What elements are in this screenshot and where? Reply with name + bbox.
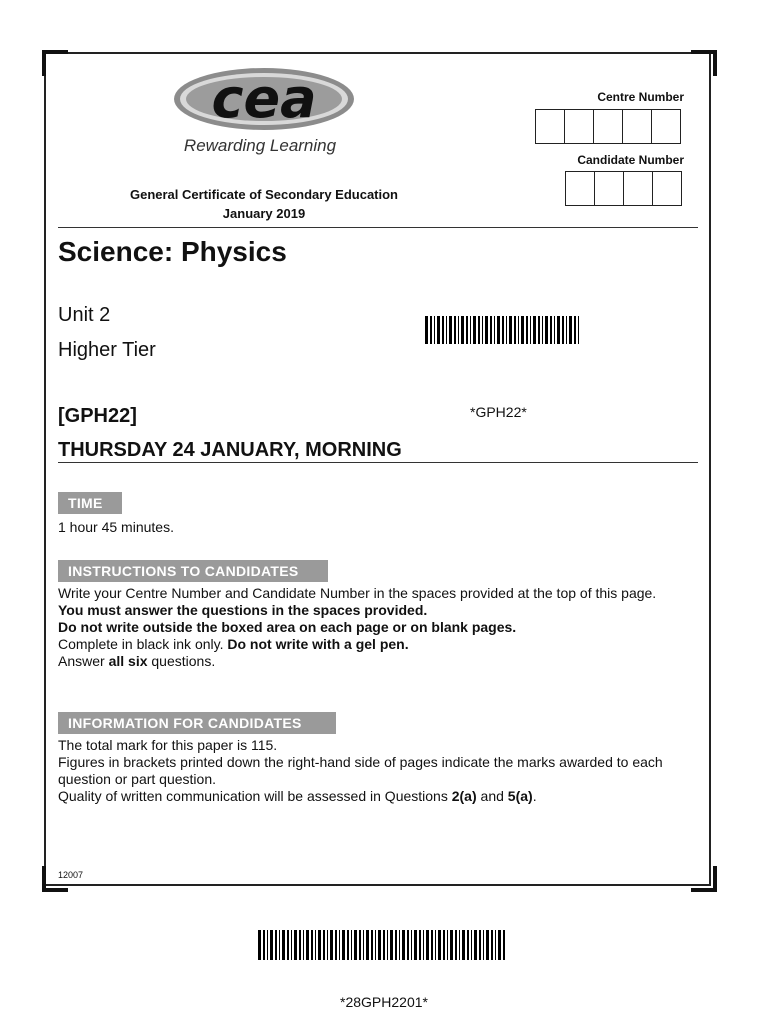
barcode-bar	[483, 930, 484, 960]
divider	[58, 462, 698, 463]
barcode-bar	[578, 316, 579, 344]
time-heading: TIME	[58, 492, 122, 514]
candidate-number-label: Candidate Number	[577, 153, 684, 167]
corner-mark-top-left	[42, 50, 68, 76]
barcode-bar	[411, 930, 412, 960]
qualification-session: January 2019	[222, 206, 306, 221]
barcode-bar	[402, 930, 405, 960]
barcode-bar	[497, 316, 500, 344]
paper-barcode	[425, 316, 583, 344]
barcode-bar	[474, 930, 477, 960]
barcode-bar	[479, 930, 481, 960]
barcode-bar	[395, 930, 397, 960]
barcode-bar	[425, 316, 428, 344]
barcode-bar	[363, 930, 364, 960]
barcode-bar	[291, 930, 292, 960]
barcode-bar	[414, 930, 417, 960]
barcode-bar	[303, 930, 304, 960]
instruction-line: Write your Centre Number and Candidate Number in the spaces provided at the top of this page.	[58, 585, 657, 601]
paper-barcode-text: *GPH22*	[470, 404, 527, 420]
barcode-bar	[347, 930, 349, 960]
barcode-bar	[538, 316, 540, 344]
instruction-line: Do not write outside the boxed area on each page or on blank pages.	[58, 619, 517, 635]
time-text: 1 hour 45 minutes.	[58, 519, 174, 535]
svg-text:cea: cea	[211, 67, 317, 130]
barcode-bar	[470, 316, 471, 344]
barcode-bar	[423, 930, 424, 960]
barcode-bar	[371, 930, 373, 960]
barcode-bar	[315, 930, 316, 960]
barcode-bar	[521, 316, 524, 344]
barcode-bar	[267, 930, 268, 960]
paper-code: [GPH22]	[58, 405, 137, 427]
logo-tagline: Rewarding Learning	[183, 136, 337, 155]
barcode-bar	[458, 316, 459, 344]
barcode-bar	[434, 316, 435, 344]
barcode-bar	[473, 316, 476, 344]
barcode-bar	[279, 930, 280, 960]
exam-date: THURSDAY 24 JANUARY, MORNING	[58, 439, 402, 461]
barcode-bar	[366, 930, 369, 960]
centre-number-boxes[interactable]	[536, 109, 681, 144]
barcode-bar	[566, 316, 567, 344]
barcode-bar	[533, 316, 536, 344]
barcode-bar	[435, 930, 436, 960]
barcode-bar	[378, 930, 381, 960]
instruction-line: Answer all six questions.	[58, 653, 216, 669]
barcode-bar	[442, 316, 444, 344]
barcode-bar	[514, 316, 516, 344]
information-body	[58, 737, 698, 805]
subject-title: Science: Physics	[58, 236, 287, 267]
barcode-bar	[318, 930, 321, 960]
barcode-bar	[426, 930, 429, 960]
qualification-block	[100, 185, 428, 223]
barcode-bar	[554, 316, 555, 344]
candidate-number-boxes[interactable]	[566, 171, 682, 206]
barcode-bar	[387, 930, 388, 960]
centre-number-label: Centre Number	[597, 90, 684, 104]
barcode-bar	[449, 316, 452, 344]
barcode-bar	[447, 930, 448, 960]
barcode-bar	[495, 930, 496, 960]
footer-barcode-text: *28GPH2201*	[340, 994, 428, 1010]
candidate-number-box[interactable]	[565, 171, 595, 206]
centre-number-box[interactable]	[593, 109, 623, 144]
centre-number-box[interactable]	[622, 109, 652, 144]
barcode-bar	[569, 316, 572, 344]
information-line: Quality of written communication will be assessed in Questions 2(a) and 5(a).	[58, 788, 537, 804]
unit-label: Unit 2	[58, 304, 111, 326]
barcode-bar	[335, 930, 337, 960]
barcode-bar	[506, 316, 507, 344]
barcode-bar	[455, 930, 457, 960]
barcode-bar	[430, 316, 432, 344]
barcode-bar	[342, 930, 345, 960]
barcode-bar	[437, 316, 440, 344]
barcode-bar	[354, 930, 357, 960]
barcode-bar	[311, 930, 313, 960]
barcode-bar	[574, 316, 576, 344]
barcode-bar	[530, 316, 531, 344]
candidate-number-box[interactable]	[594, 171, 624, 206]
barcode-bar	[491, 930, 493, 960]
barcode-bar	[270, 930, 273, 960]
barcode-bar	[503, 930, 505, 960]
barcode-bar	[446, 316, 447, 344]
barcode-bar	[482, 316, 483, 344]
barcode-bar	[518, 316, 519, 344]
barcode-bar	[282, 930, 285, 960]
barcode-bar	[494, 316, 495, 344]
barcode-bar	[450, 930, 453, 960]
barcode-bar	[390, 930, 393, 960]
barcode-bar	[323, 930, 325, 960]
barcode-bar	[339, 930, 340, 960]
instruction-line: Complete in black ink only. Do not write with a gel pen.	[58, 636, 409, 652]
barcode-bar	[399, 930, 400, 960]
centre-number-box[interactable]	[564, 109, 594, 144]
barcode-bar	[327, 930, 328, 960]
barcode-bar	[419, 930, 421, 960]
centre-number-box[interactable]	[651, 109, 681, 144]
barcode-bar	[459, 930, 460, 960]
barcode-bar	[467, 930, 469, 960]
qualification-title: General Certificate of Secondary Education	[129, 187, 399, 202]
barcode-bar	[557, 316, 560, 344]
instructions-body	[58, 585, 698, 670]
barcode-bar	[562, 316, 564, 344]
barcode-bar	[509, 316, 512, 344]
barcode-bar	[438, 930, 441, 960]
corner-mark-top-right	[691, 50, 717, 76]
information-heading: INFORMATION FOR CANDIDATES	[58, 712, 336, 734]
barcode-bar	[485, 316, 488, 344]
divider	[58, 227, 698, 228]
barcode-bar	[359, 930, 361, 960]
barcode-bar	[383, 930, 385, 960]
barcode-bar	[258, 930, 261, 960]
barcode-bar	[545, 316, 548, 344]
barcode-bar	[294, 930, 297, 960]
barcode-bar	[351, 930, 352, 960]
information-line: Figures in brackets printed down the right-hand side of pages indicate the marks awarded to each question or part question.	[58, 754, 663, 787]
barcode-bar	[431, 930, 433, 960]
instructions-heading: INSTRUCTIONS TO CANDIDATES	[58, 560, 328, 582]
barcode-bar	[478, 316, 480, 344]
barcode-bar	[471, 930, 472, 960]
barcode-bar	[443, 930, 445, 960]
barcode-bar	[526, 316, 528, 344]
barcode-bar	[466, 316, 468, 344]
barcode-bar	[498, 930, 501, 960]
barcode-bar	[287, 930, 289, 960]
tier-label: Higher Tier	[58, 339, 156, 361]
barcode-bar	[550, 316, 552, 344]
barcode-bar	[299, 930, 301, 960]
barcode-bar	[502, 316, 504, 344]
information-line: The total mark for this paper is 115.	[58, 737, 278, 753]
footer-barcode	[258, 930, 506, 960]
corner-mark-bottom-right	[691, 866, 717, 892]
candidate-number-box[interactable]	[652, 171, 682, 206]
barcode-bar	[407, 930, 409, 960]
centre-number-box[interactable]	[535, 109, 565, 144]
cea-logo	[172, 66, 356, 132]
barcode-bar	[542, 316, 543, 344]
barcode-bar	[490, 316, 492, 344]
barcode-bar	[375, 930, 376, 960]
barcode-bar	[462, 930, 465, 960]
barcode-bar	[275, 930, 277, 960]
candidate-number-box[interactable]	[623, 171, 653, 206]
barcode-bar	[486, 930, 489, 960]
instruction-line: You must answer the questions in the spaces provided.	[58, 602, 428, 618]
page-code: 12007	[58, 870, 84, 880]
barcode-bar	[263, 930, 265, 960]
barcode-bar	[306, 930, 309, 960]
barcode-bar	[461, 316, 464, 344]
barcode-bar	[454, 316, 456, 344]
barcode-bar	[330, 930, 333, 960]
